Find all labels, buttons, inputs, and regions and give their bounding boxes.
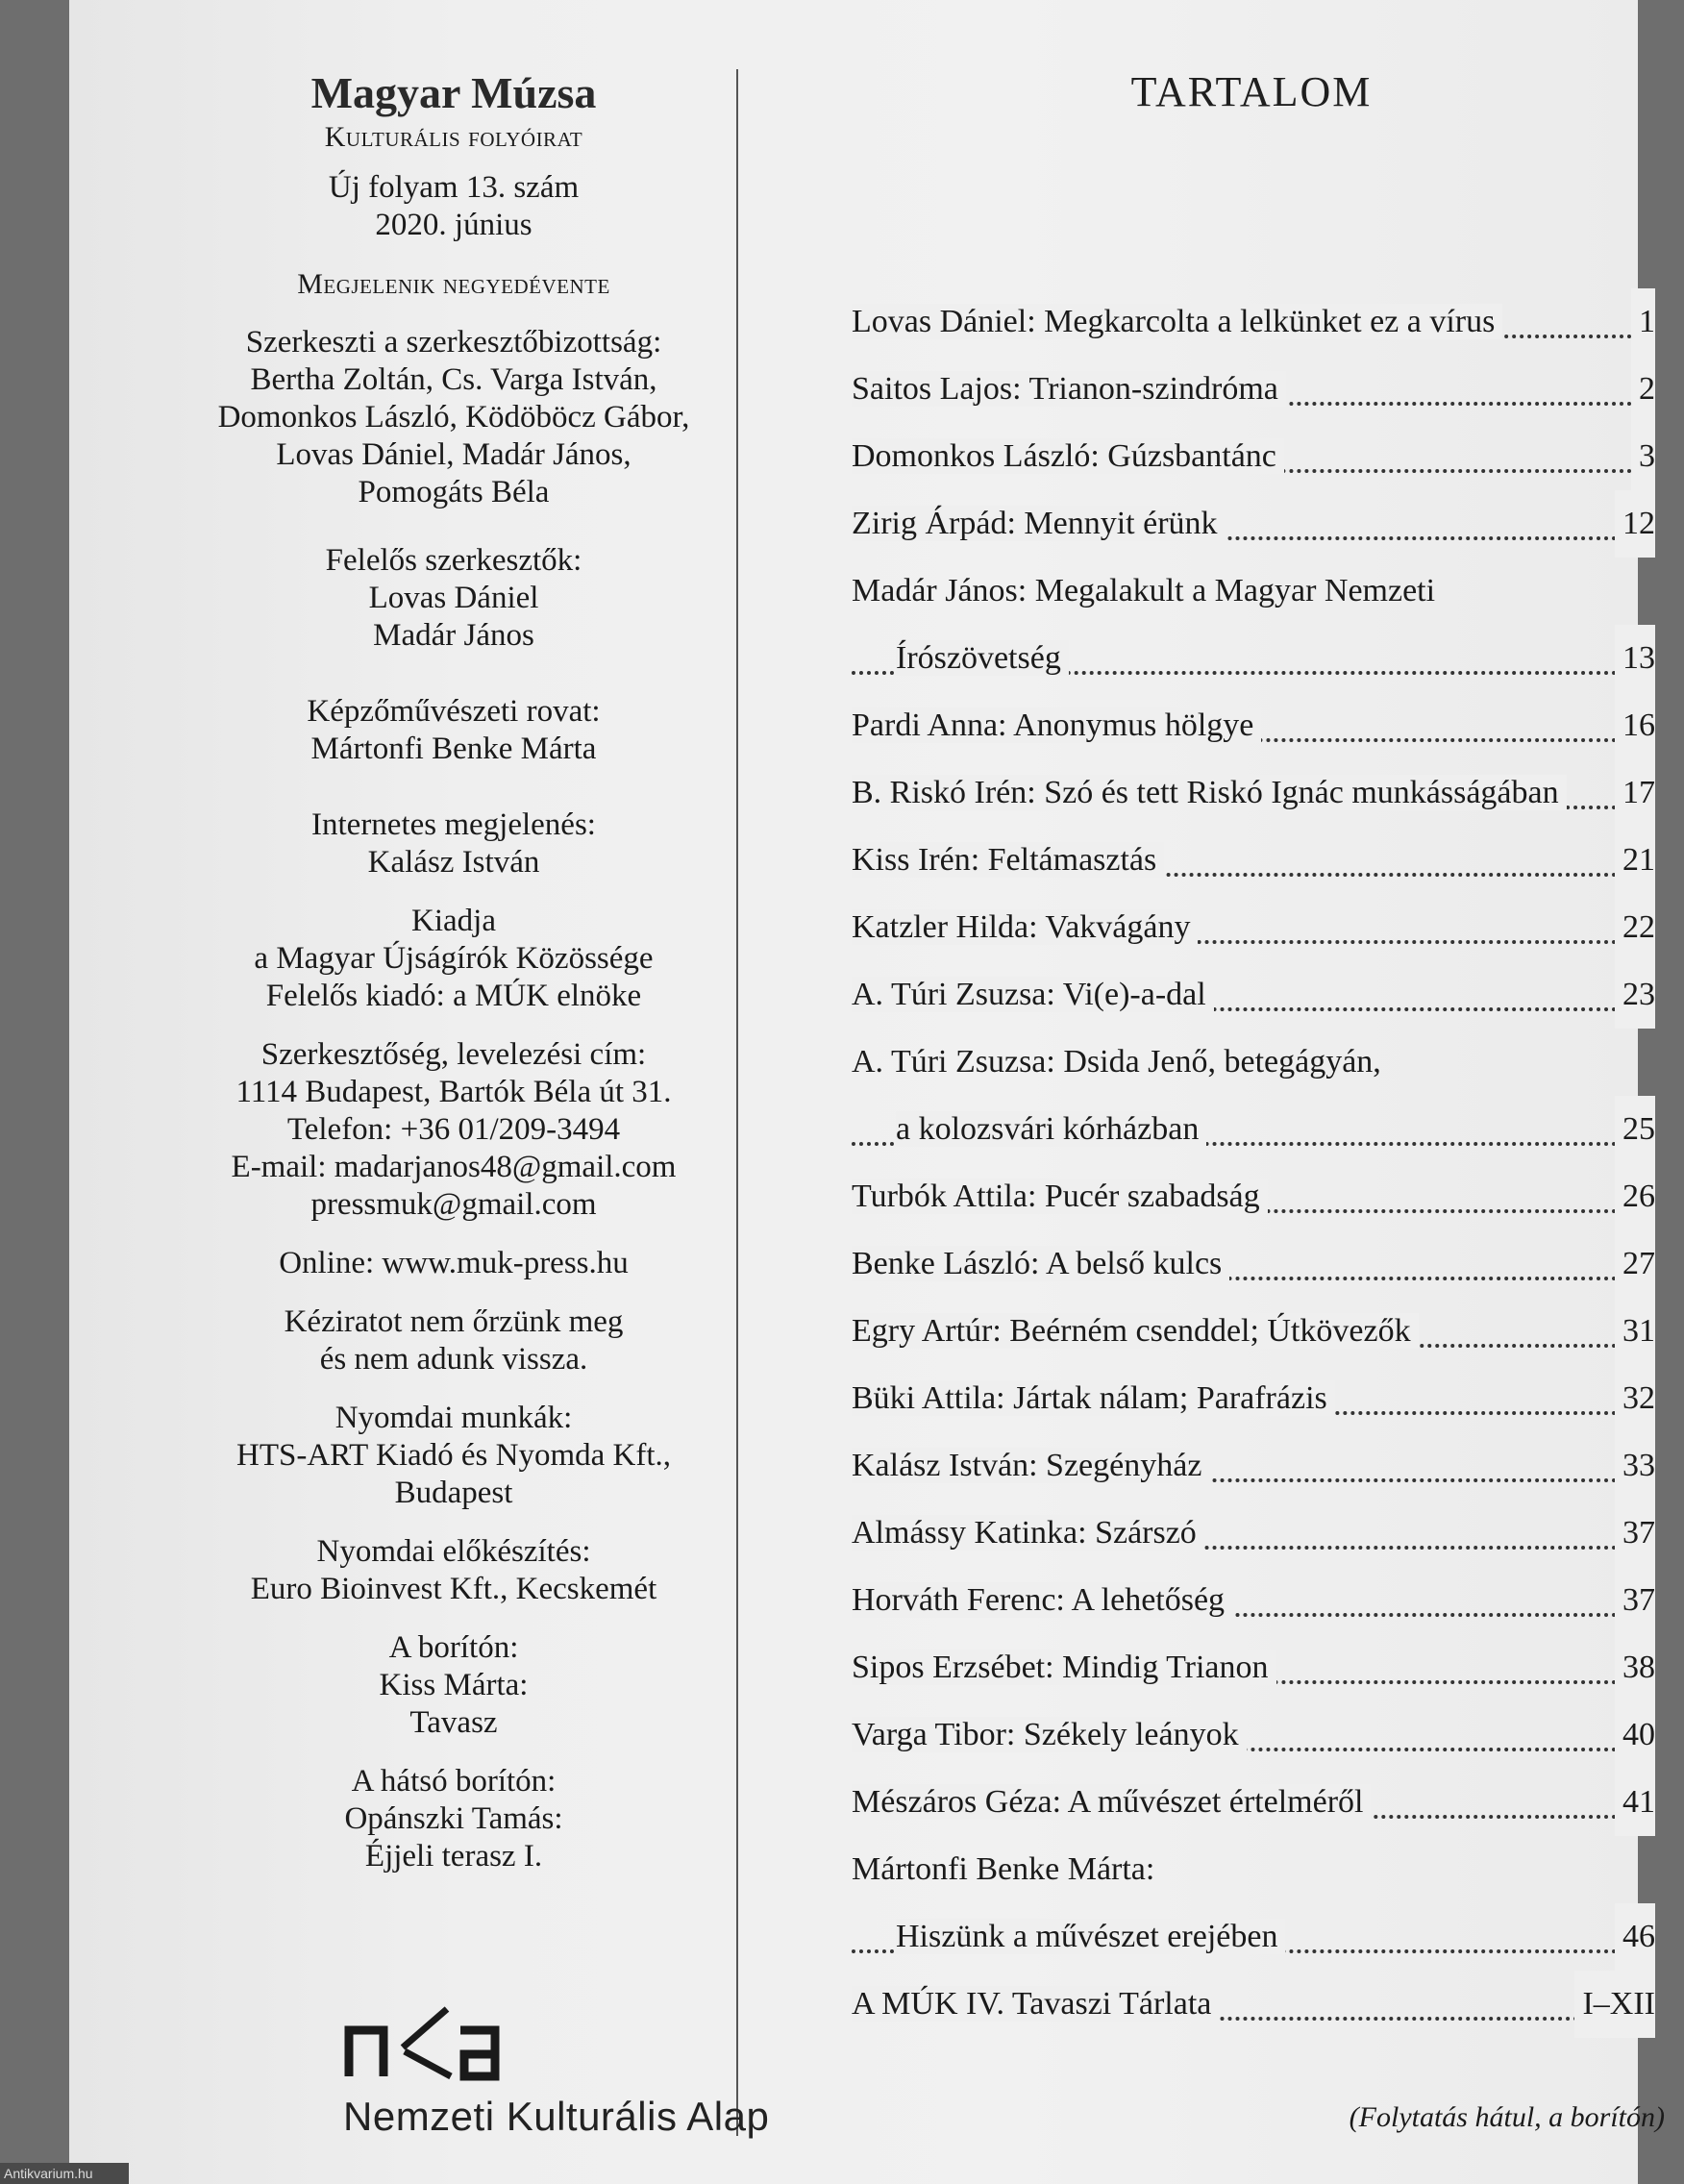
toc-entry-text: Almássy Katinka: Szárszó [852,1515,1204,1551]
toc-entry [852,1096,1655,1163]
printing-company: HTS-ART Kiadó és Nyomda Kft., [235,1438,672,1473]
email-address: E-mail: madarjanos48@gmail.com [231,1150,677,1184]
toc-entry-text: Büki Attila: Jártak nálam; Parafrázis [852,1380,1335,1416]
toc-page-number: 17 [1615,759,1655,827]
toc-entry-text: A. Túri Zsuzsa: Dsida Jenő, betegágyán, [852,1044,1381,1080]
toc-page-number: 40 [1615,1701,1655,1769]
toc-entry-text: Mészáros Géza: A művészet értelméről [852,1784,1371,1820]
postal-address: 1114 Budapest, Bartók Béla út 31. [235,1075,672,1109]
editorial-board [194,324,713,511]
toc-entry-text: A. Túri Zsuzsa: Vi(e)-a-dal [852,977,1214,1012]
toc-entry [852,692,1655,759]
toc-entry [852,827,1655,894]
online-presence-label: Internetes megjelenés: [311,807,596,842]
toc-page-number: 27 [1615,1230,1655,1298]
toc-entry [852,1163,1655,1230]
nka-logo [343,2001,770,2146]
toc-entry-text: Kiss Irén: Feltámasztás [852,842,1164,878]
nka-logo-text: Nemzeti Kulturális Alap [343,2094,770,2139]
magazine-subtitle: Kulturális folyóirat [324,121,583,153]
toc-page-number: 32 [1615,1365,1655,1432]
editorial-board-line: Bertha Zoltán, Cs. Varga István, [250,362,657,397]
toc-entry-text: Lovas Dániel: Megkarcolta a lelkünket ez a vírus [852,304,1502,339]
toc-page-number: 26 [1615,1163,1655,1230]
toc-page-number: 3 [1631,423,1655,490]
cover-artwork: Tavasz [409,1705,498,1740]
colophon [194,67,713,1875]
manuscripts-note [194,1303,713,1378]
toc-page-number: 12 [1615,490,1655,558]
column-divider [736,69,738,2136]
cover-artist: Kiss Márta: [379,1668,529,1702]
cover-info [194,1629,713,1742]
toc-entry [852,1365,1655,1432]
frequency: Megjelenik negyedévente [297,268,610,300]
printing-info [194,1400,713,1512]
toc-page-number: 23 [1615,961,1655,1029]
toc-entry-text: Turbók Attila: Pucér szabadság [852,1179,1268,1214]
prepress-company: Euro Bioinvest Kft., Kecskemét [250,1572,657,1606]
toc-entry-text: Domonkos László: Gúzsbantánc [852,438,1284,474]
back-cover-artwork: Éjjeli terasz I. [364,1839,543,1874]
toc-entry-text: Írószövetség [896,640,1069,676]
toc-entry [852,1701,1655,1769]
phone-number: Telefon: +36 01/209-3494 [286,1112,621,1147]
issue-date: 2020. június [375,208,532,242]
toc-entry-text: Katzler Hilda: Vakvágány [852,909,1198,945]
toc-page-number: 21 [1615,827,1655,894]
toc-entry [852,625,1655,692]
toc-entry-text: Zirig Árpád: Mennyit érünk [852,506,1226,541]
magazine-title: Magyar Múzsa [310,68,597,117]
toc-entry [852,1432,1655,1500]
contact-label: Szerkesztőség, levelezési cím: [260,1037,647,1072]
issue-number: Új folyam 13. szám [328,170,580,205]
toc-entry-text: A MÚK IV. Tavaszi Tárlata [852,1986,1219,2022]
toc-page-number: 37 [1615,1567,1655,1634]
toc-page-number: 37 [1615,1500,1655,1567]
publisher-label: Kiadja [411,904,496,938]
online-presence-name: Kalász István [367,845,540,880]
watermark: Antikvarium.hu [0,2163,129,2184]
toc-page-number: 13 [1615,625,1655,692]
toc-entry-text: Saitos Lajos: Trianon-szindróma [852,371,1286,407]
toc-entry [852,1029,1655,1096]
toc-entry-text: Sipos Erzsébet: Mindig Trianon [852,1650,1276,1685]
toc-entry [852,759,1655,827]
toc-entry-text: Egry Artúr: Beérném csenddel; Útkövezők [852,1313,1419,1349]
toc-entry [852,423,1655,490]
toc-entry [852,1230,1655,1298]
toc-entry [852,1298,1655,1365]
toc-page-number: 2 [1631,356,1655,423]
table-of-contents [852,288,1655,2038]
toc-entry [852,1903,1655,1971]
back-cover-label: A hátsó borítón: [351,1764,557,1799]
toc-entry [852,558,1655,625]
online-presence [194,807,713,881]
online-url: Online: www.muk-press.hu [279,1246,629,1280]
toc-page-number: 31 [1615,1298,1655,1365]
toc-entry-text: Mártonfi Benke Márta: [852,1851,1155,1887]
prepress-info [194,1533,713,1608]
nka-logo-icon [343,2001,507,2083]
toc-entry [852,490,1655,558]
continuation-note: (Folytatás hátul, a borítón) [1349,2101,1665,2133]
editorial-board-line: Pomogáts Béla [358,475,550,509]
toc-page-number: 16 [1615,692,1655,759]
publisher-responsible: Felelős kiadó: a MÚK elnöke [265,979,642,1013]
toc-page-number: 33 [1615,1432,1655,1500]
toc-page-number: 38 [1615,1634,1655,1701]
toc-entry [852,1634,1655,1701]
toc-entry-text: Madár János: Megalakult a Magyar Nemzeti [852,573,1436,608]
editorial-board-line: Lovas Dániel, Madár János, [276,437,632,472]
toc-entry [852,1836,1655,1903]
toc-page-number: 22 [1615,894,1655,961]
toc-page-number: 41 [1615,1769,1655,1836]
toc-entry [852,961,1655,1029]
editorial-board-label: Szerkeszti a szerkesztőbizottság: [245,325,662,360]
printing-label: Nyomdai munkák: [334,1401,573,1435]
prepress-label: Nyomdai előkészítés: [316,1534,591,1569]
toc-entry [852,1769,1655,1836]
toc-entry-text: Varga Tibor: Székely leányok [852,1717,1247,1752]
toc-page-number: 46 [1615,1903,1655,1971]
issue-info [194,169,713,244]
toc-entry-text: Hiszünk a művészet erejében [896,1919,1285,1954]
toc-entry-text: Horváth Ferenc: A lehetőség [852,1582,1232,1618]
toc-entry-text: Benke László: A belső kulcs [852,1246,1229,1281]
manuscripts-line: Kéziratot nem őrzünk meg [284,1304,624,1339]
toc-entry [852,356,1655,423]
toc-entry-text: Kalász István: Szegényház [852,1448,1209,1483]
toc-entry-text: Pardi Anna: Anonymus hölgye [852,707,1261,743]
publisher [194,903,713,1015]
toc-entry [852,1567,1655,1634]
toc-page-number: 25 [1615,1096,1655,1163]
toc-title: TARTALOM [1130,68,1373,115]
toc-entry [852,894,1655,961]
cover-label: A borítón: [388,1630,519,1665]
toc-entry [852,1971,1655,2038]
art-section-label: Képzőművészeti rovat: [307,694,601,729]
toc-entry [852,1500,1655,1567]
toc-entry [852,288,1655,356]
email-address-secondary: pressmuk@gmail.com [310,1187,597,1222]
magazine-page [69,0,1665,2184]
back-cover-artist: Opánszki Tamás: [344,1801,563,1836]
toc-page-number: 1 [1631,288,1655,356]
toc-page-number: I–XII [1574,1971,1655,2038]
art-section [194,693,713,768]
editorial-board-line: Domonkos László, Ködöböcz Gábor, [217,400,690,434]
editor-name: Madár János [373,618,534,653]
toc-entry-text: B. Riskó Irén: Szó és tett Riskó Ignác munkásságában [852,775,1567,810]
manuscripts-line: és nem adunk vissza. [319,1342,588,1377]
back-cover-info [194,1763,713,1875]
publisher-name: a Magyar Újságírók Közössége [254,941,654,976]
editors-label: Felelős szerkesztők: [325,543,582,578]
contact-info [194,1036,713,1224]
editors [194,542,713,655]
art-section-name: Mártonfi Benke Márta [310,732,597,766]
printing-city: Budapest [394,1476,513,1510]
editor-name: Lovas Dániel [368,581,539,615]
toc-entry-text: a kolozsvári kórházban [896,1111,1206,1147]
